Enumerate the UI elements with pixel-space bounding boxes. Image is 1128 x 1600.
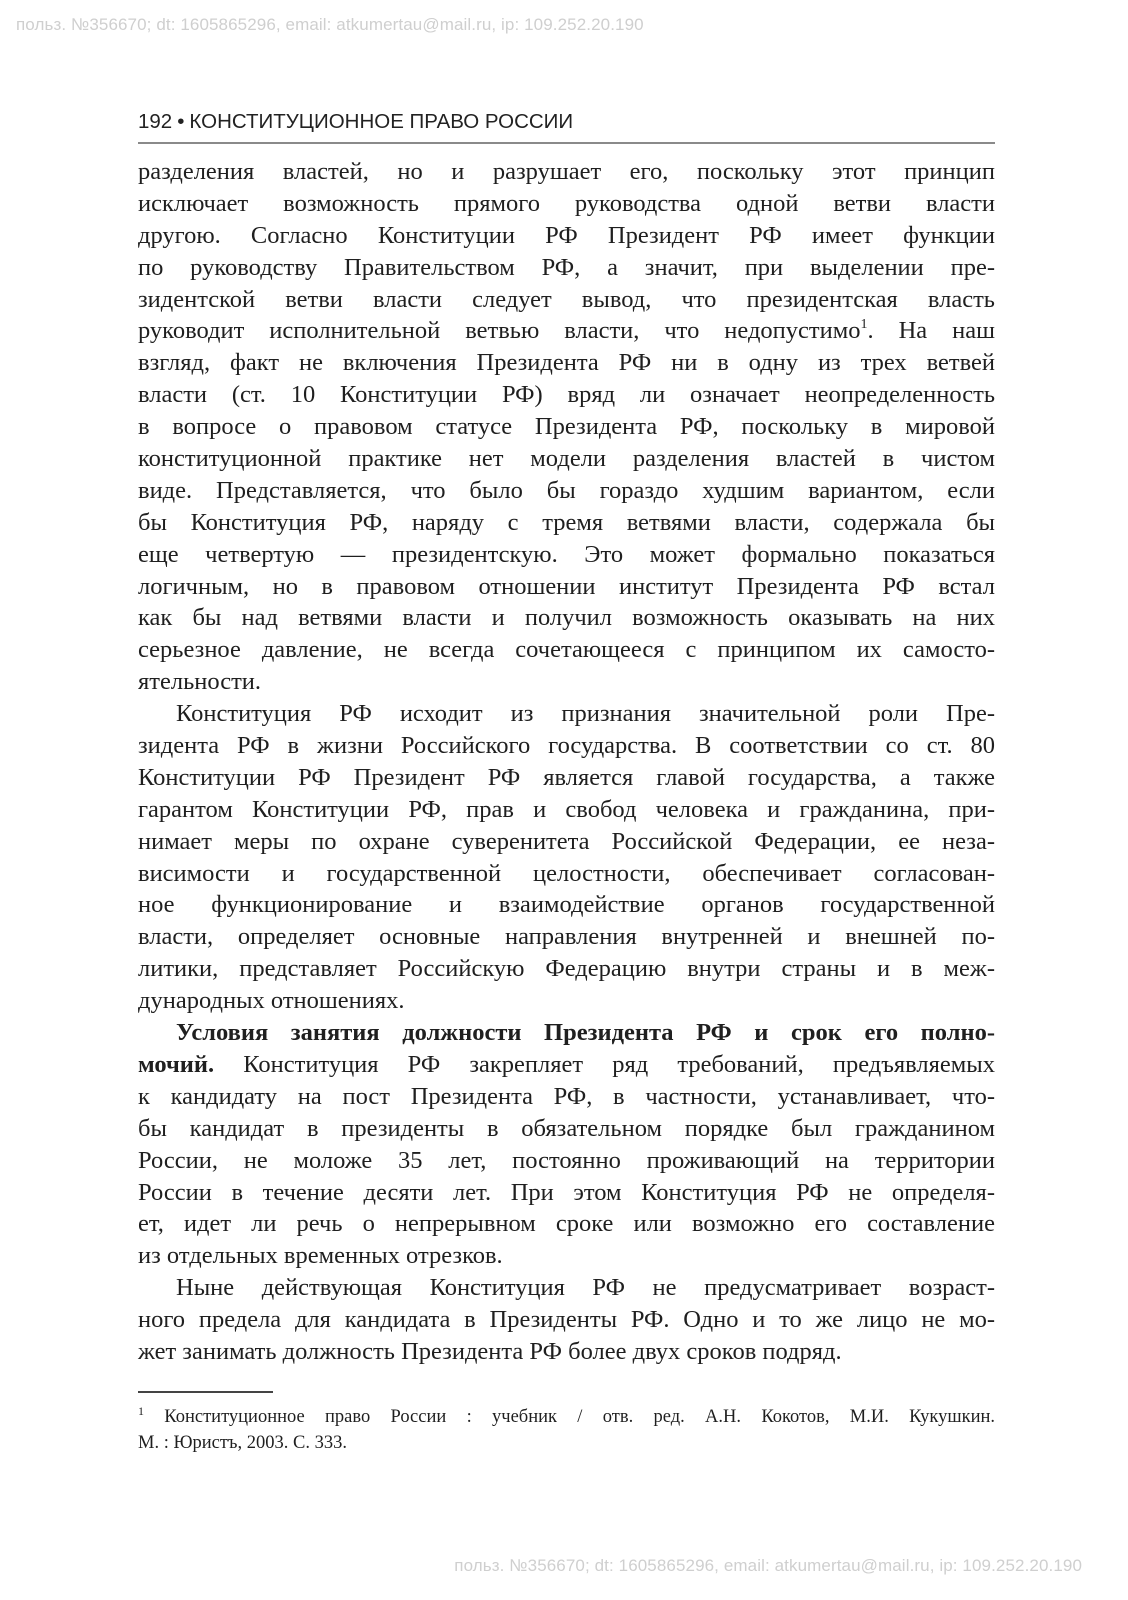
body-line: [138, 1017, 995, 1049]
body-line: разделения властей, но и разрушает его, поскольку этот принцип: [138, 158, 995, 185]
body-line: [138, 315, 995, 347]
body-line: России, не моложе 35 лет, постоянно проживающий на территории: [138, 1146, 995, 1174]
body-line: взгляд, факт не включения Президента РФ ни в одну из трех ветвей: [138, 349, 995, 377]
body-line: власти (ст. 10 Конституции РФ) вряд ли означает неопределенность: [138, 381, 995, 409]
body-line: Конституции РФ Президент РФ является главой государства, а также: [138, 763, 995, 791]
body-line: по руководству Правительством РФ, а значит, при выделении пре-: [138, 253, 995, 281]
body-line: бы кандидат в президенты в обязательном порядке был гражданином: [138, 1114, 995, 1142]
body-line: зидентской ветви власти следует вывод, что президентская власть: [138, 285, 995, 313]
footnote-mark: 1: [138, 1404, 144, 1418]
footnote-line: [138, 1404, 995, 1430]
footnote-text: Конституционное право России : учебник / отв. ред. А.Н. Кокотов, М.И. Кукушкин.: [144, 1407, 995, 1427]
body-line: дународных отношениях.: [138, 987, 405, 1015]
body-line: еще четвертую — президентскую. Это может формально показаться: [138, 540, 995, 568]
watermark-top: польз. №356670; dt: 1605865296, email: atkumertau@mail.ru, ip: 109.252.20.190: [16, 15, 644, 34]
body-line: бы Конституция РФ, наряду с тремя ветвями власти, содержала бы: [138, 508, 995, 536]
running-header: [138, 108, 995, 144]
page-body: [138, 156, 995, 1368]
body-line: другою. Согласно Конституции РФ Президент РФ имеет функции: [138, 221, 995, 249]
body-line: [138, 1049, 995, 1081]
header-separator: •: [177, 110, 185, 133]
section-heading-end: мочий.: [138, 1050, 215, 1078]
body-line: литики, представляет Российскую Федерацию внутри страны и в меж-: [138, 955, 995, 983]
body-line: виде. Представляется, что было бы гораздо худшим вариантом, если: [138, 476, 995, 504]
body-text: Конституция РФ закрепляет ряд требований, предъявляемых: [214, 1050, 995, 1078]
body-line: России в течение десяти лет. При этом Конституция РФ не определя-: [138, 1178, 995, 1206]
footnote-reference[interactable]: 1: [860, 317, 868, 333]
body-line: ятельности.: [138, 668, 262, 696]
body-line: к кандидату на пост Президента РФ, в частности, устанавливает, что-: [138, 1082, 995, 1110]
body-line: зидента РФ в жизни Российского государства. В соответствии со ст. 80: [138, 732, 995, 760]
body-line: серьезное давление, не всегда сочетающееся с принципом их самосто-: [138, 636, 995, 664]
body-line: ного предела для кандидата в Президенты РФ. Одно и то же лицо не мо-: [138, 1306, 995, 1334]
body-line: ное функционирование и взаимодействие органов государственной: [138, 891, 995, 919]
body-line: из отдельных временных отрезков.: [138, 1242, 503, 1270]
footnote-line: М. : Юристъ, 2003. С. 333.: [138, 1433, 347, 1453]
watermark-bottom: польз. №356670; dt: 1605865296, email: atkumertau@mail.ru, ip: 109.252.20.190: [454, 1556, 1082, 1575]
body-line: логичным, но в правовом отношении институт Президента РФ встал: [138, 572, 995, 600]
body-line: ет, идет ли речь о непрерывном сроке или возможно его составление: [138, 1210, 995, 1238]
body-line: исключает возможность прямого руководства одной ветви власти: [138, 189, 995, 217]
body-line: Конституция РФ исходит из признания значительной роли Пре-: [176, 700, 995, 728]
body-text: руководит исполнительной ветвью власти, что недопустимо: [138, 317, 861, 345]
body-text: . На наш: [867, 317, 995, 345]
body-line: нимает меры по охране суверенитета Российской Федерации, ее неза-: [138, 827, 995, 855]
body-line: жет занимать должность Президента РФ более двух сроков подряд.: [138, 1337, 842, 1365]
body-line: власти, определяет основные направления внутренней и внешней по-: [138, 923, 995, 951]
body-line: висимости и государственной целостности, обеспечивает согласован-: [138, 859, 995, 887]
header-title: КОНСТИТУЦИОННОЕ ПРАВО РОССИИ: [189, 110, 574, 133]
footnote: [138, 1404, 995, 1456]
body-line: Ныне действующая Конституция РФ не предусматривает возраст-: [176, 1274, 995, 1302]
body-line: как бы над ветвями власти и получил возможность оказывать на них: [138, 604, 995, 632]
footnote-divider: [138, 1391, 273, 1393]
body-line: конституционной практике нет модели разделения властей в чистом: [138, 445, 995, 473]
body-line: гарантом Конституции РФ, прав и свобод человека и гражданина, при-: [138, 795, 995, 823]
body-line: в вопросе о правовом статусе Президента РФ, поскольку в мировой: [138, 413, 995, 441]
section-heading: Условия занятия должности Президента РФ и срок его полно-: [176, 1019, 995, 1047]
page-number: 192: [138, 110, 173, 133]
